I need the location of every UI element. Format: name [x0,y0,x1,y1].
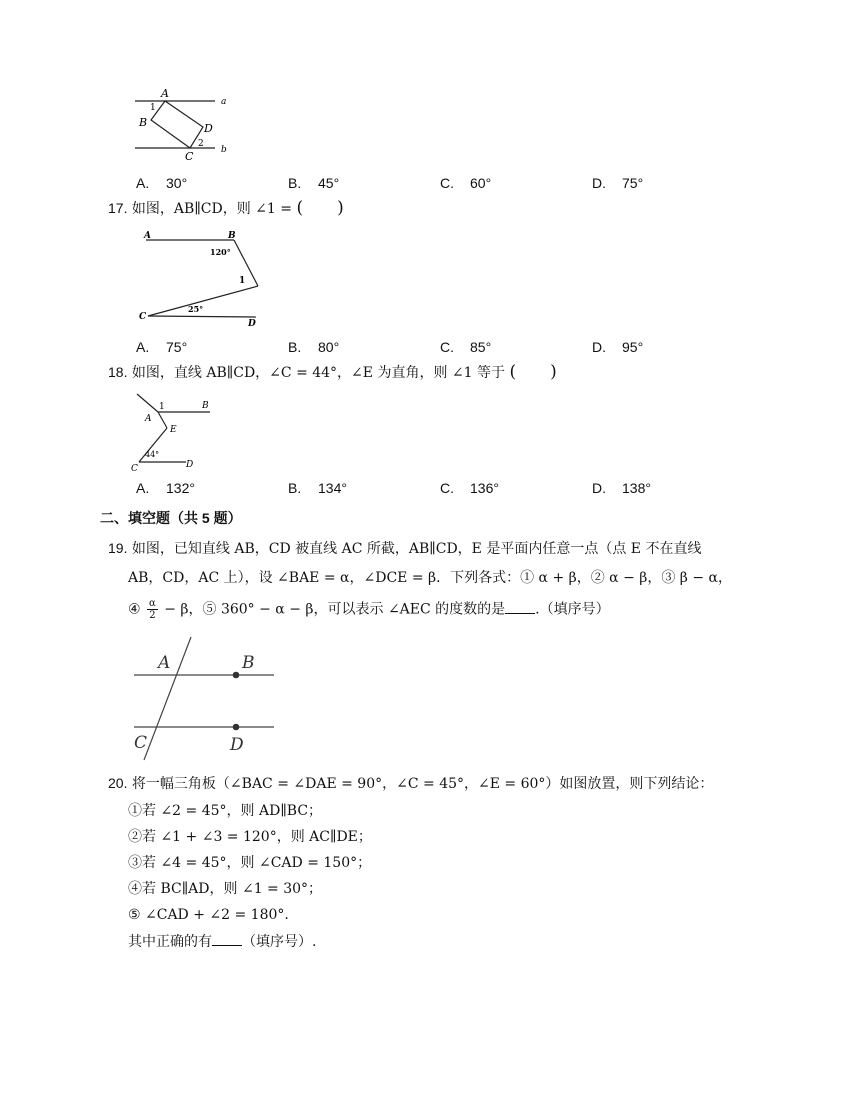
q16-option-c[interactable]: C. 60° [440,175,492,191]
q18-option-d[interactable]: D. 138° [592,480,651,496]
q16-figure [130,86,240,166]
q17-stem: 17. 如图，AB∥CD，则 ∠1 = ( ) [108,198,344,218]
q17-label-C: C [139,312,147,322]
q20-item-4: ④若 BC∥AD，则 ∠1 = 30°； [128,881,323,897]
q16-label-D: D [204,122,213,135]
q20-item-3: ③若 ∠4 = 45°，则 ∠CAD = 150°； [128,855,372,871]
q17-label-B: B [228,231,236,241]
q16-option-b[interactable]: B. 45° [288,175,340,191]
q17-angle-1: 1 [239,276,246,286]
q20-stem: 20. 将一幅三角板（∠BAC = ∠DAE = 90°，∠C = 45°，∠E = 60°）如图放置，则下列结论： [108,775,714,792]
q19-fraction: $\frac{\alpha}{2}$ [149,598,156,621]
q18-angle-1: 1 [159,402,165,412]
q20-item-5: ⑤ ∠CAD + ∠2 = 180°. [128,907,289,923]
q16-label-b: b [221,145,227,155]
q16-label-C: C [185,150,194,163]
q18-label-C: C [131,464,138,474]
q17-option-d[interactable]: D. 95° [592,339,644,355]
q18-option-a[interactable]: A. 132° [136,480,195,496]
q18-label-A: A [145,414,152,424]
q17-figure [136,226,266,331]
q19-label-B: B [242,653,255,673]
q19-label-A: A [158,653,171,673]
q16-option-d[interactable]: D. 75° [592,175,644,191]
q17-option-a[interactable]: A. 75° [136,339,188,355]
q19-line-3: ④ $\frac{\alpha}{2}$ − β，⑤ 360° − α − β，可以表示 ∠AEC 的度数的是 .（填序号） [128,598,610,621]
q19-figure [132,635,282,765]
q19-answer-blank[interactable] [505,599,535,614]
q16-label-B: B [139,116,148,129]
q17-label-D: D [248,319,256,329]
q18-angle-c: 44° [145,450,160,459]
q18-label-B: B [202,401,209,411]
q18-label-E: E [170,425,177,435]
q20-answer-blank[interactable] [212,931,242,946]
q17-label-A: A [144,231,151,241]
q19-line-1: 19. 如图，已知直线 AB，CD 被直线 AC 所截，AB∥CD，E 是平面内任意一点（点 E 不在直线 [108,540,702,557]
q16-label-a: a [221,97,227,107]
q18-label-D: D [186,460,194,470]
q20-item-2: ②若 ∠1 + ∠3 = 120°，则 AC∥DE； [128,829,372,845]
q17-option-c[interactable]: C. 85° [440,339,492,355]
q17-angle-c: 25° [188,304,204,314]
q18-stem: 18. 如图，直线 AB∥CD，∠C = 44°，∠E 为直角，则 ∠1 等于 ( ) [108,362,557,382]
q16-angle-2: 2 [198,139,204,149]
q18-option-c[interactable]: C. 136° [440,480,499,496]
q19-line-2: AB，CD，AC 上），设 ∠BAE = α，∠DCE = β．下列各式：① α + β，② α − β，③ β − α， [128,570,732,586]
q17-angle-b: 120° [210,247,231,257]
q16-angle-1: 1 [150,103,156,113]
q16-label-A: A [161,87,169,100]
q16-option-a[interactable]: A. 30° [136,175,188,191]
q20-conclusion: 其中正确的有 （填序号）. [128,931,316,952]
q17-option-b[interactable]: B. 80° [288,339,340,355]
q19-label-C: C [134,733,148,753]
q18-option-b[interactable]: B. 134° [288,480,347,496]
q18-figure [130,390,220,475]
q20-item-1: ①若 ∠2 = 45°，则 AD∥BC； [128,803,323,819]
section-title-fill-in: 二、填空题（共 5 题） [100,510,242,526]
q19-label-D: D [230,735,244,755]
